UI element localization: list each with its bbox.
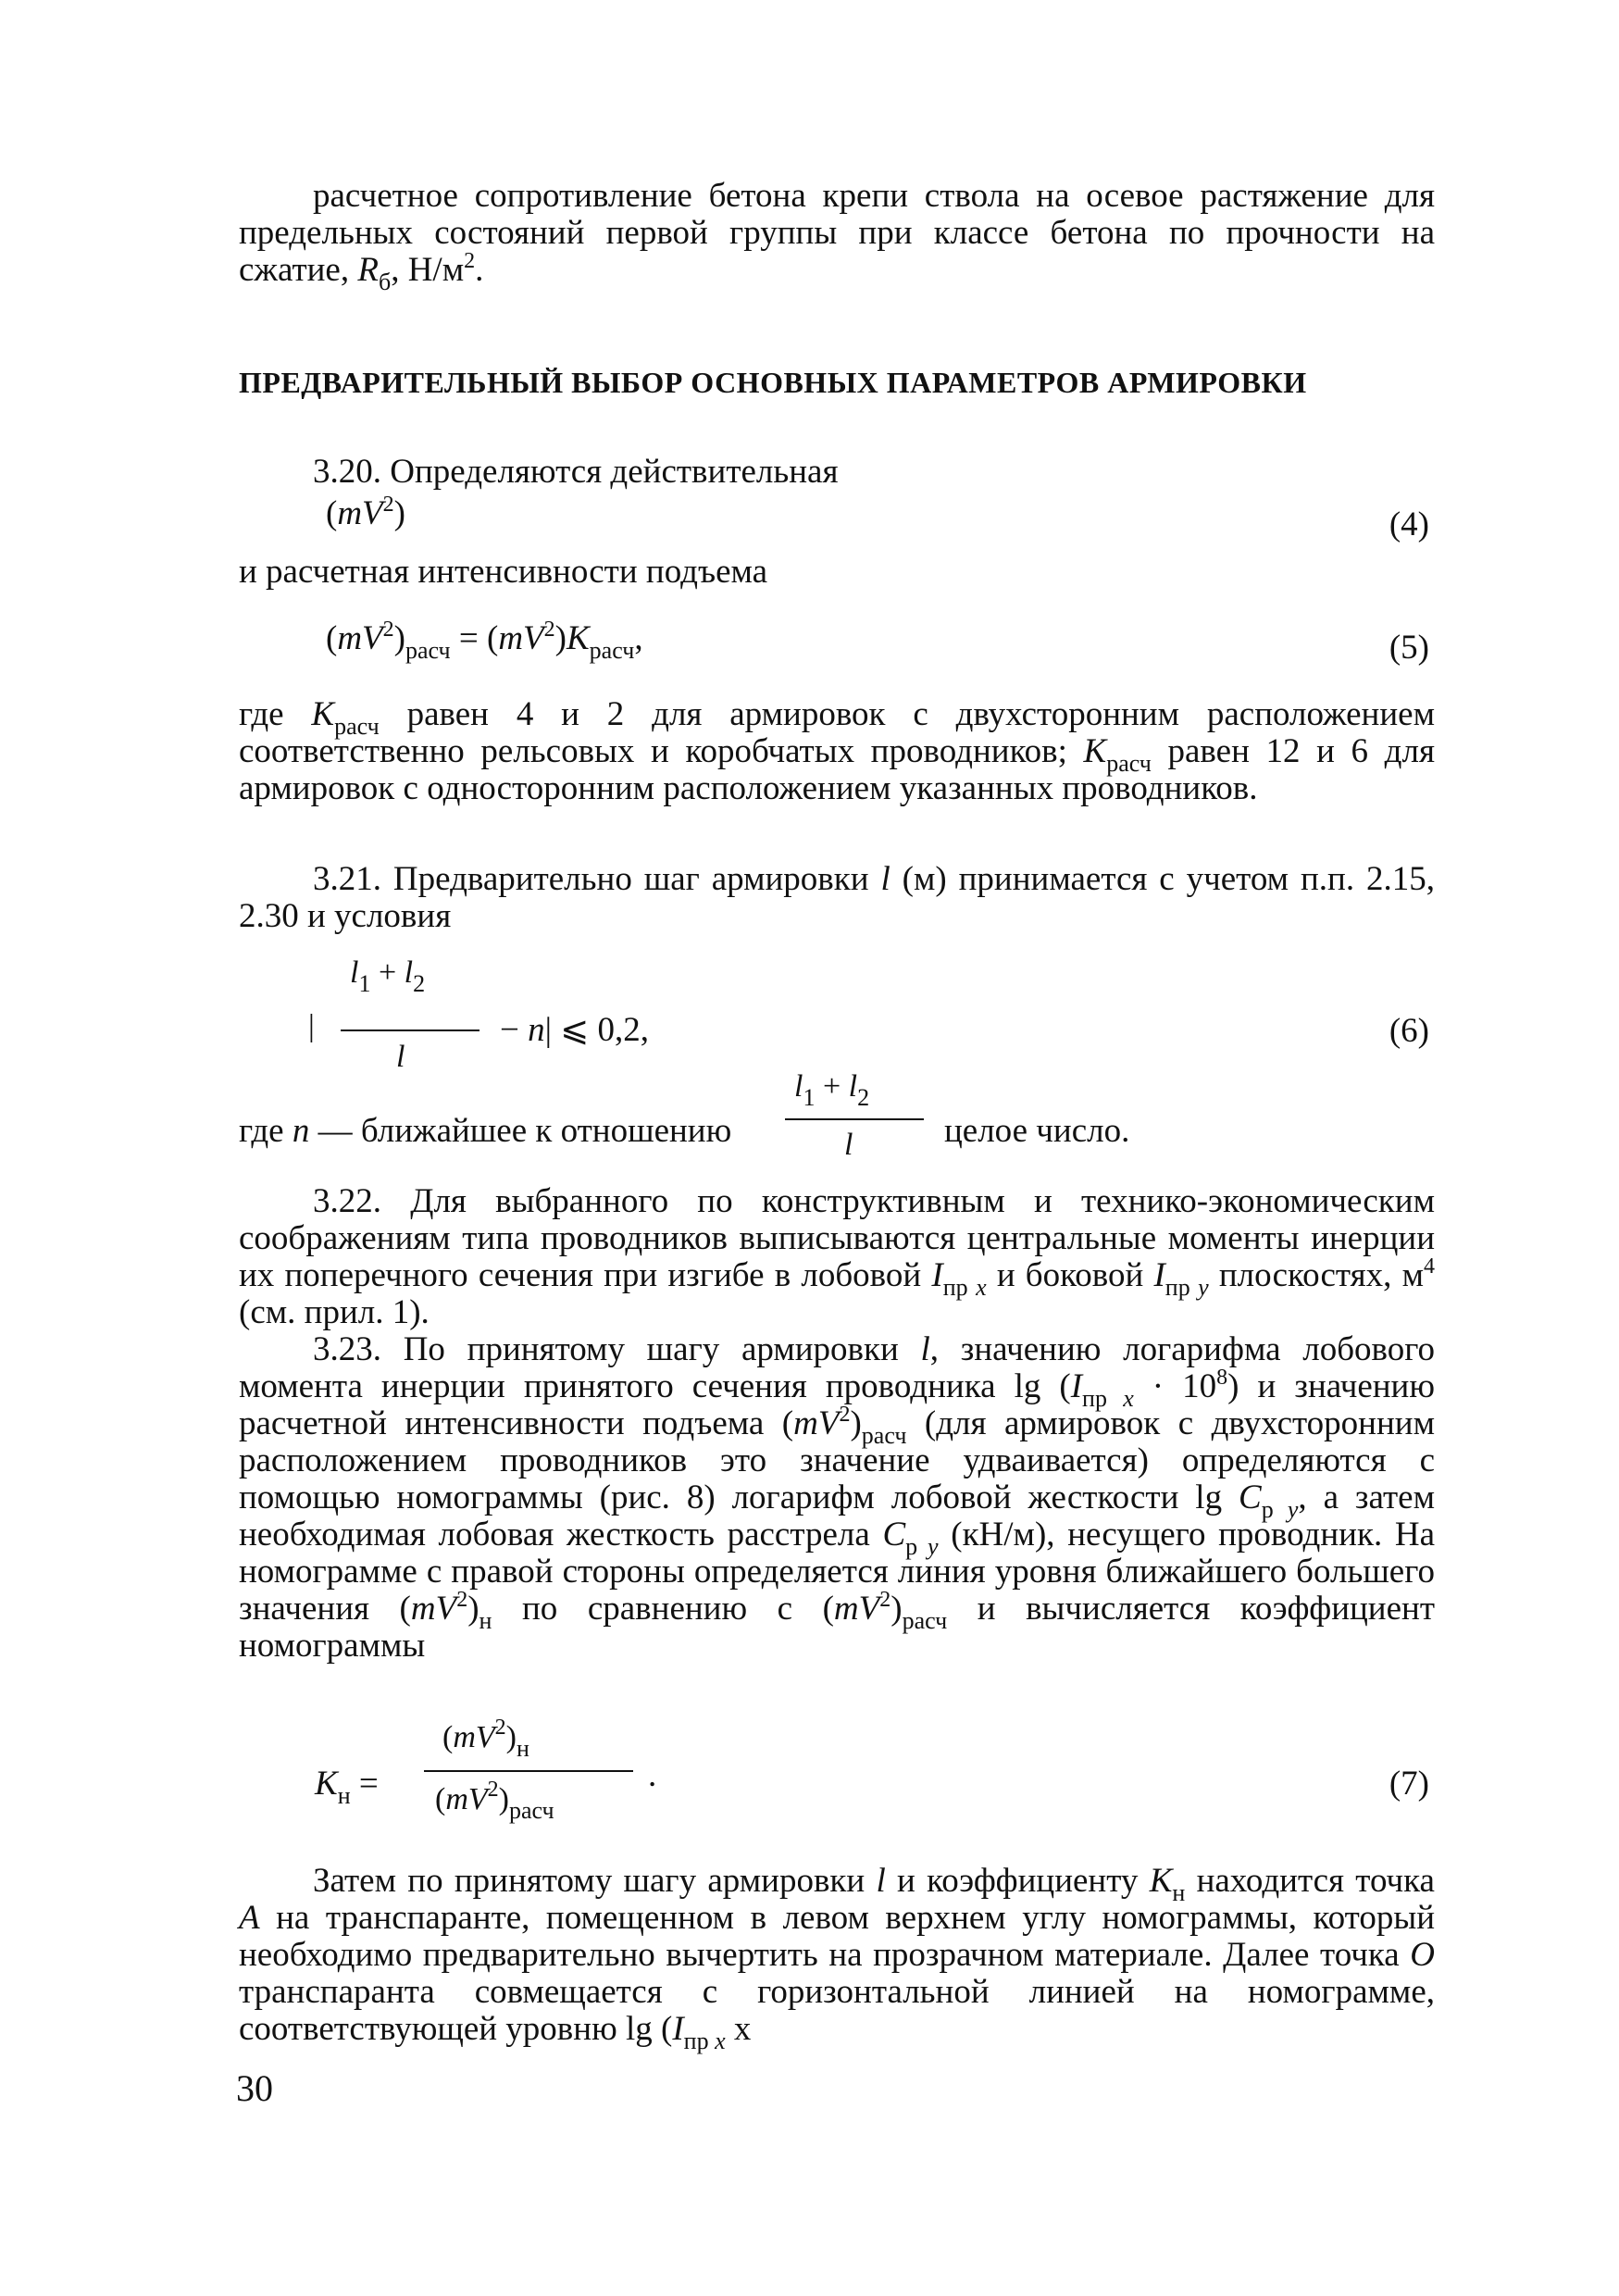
eq7-lhs: $K_н$ =: [315, 1765, 379, 1809]
paragraph-3-23: 3.23. По принятому шагу армировки l, значению логарифма лобового момента инерции принятого сечения проводника $\lg (I_{пр x} \cdot 10^8)$ и значению расчетной интенсивности подъема $(mV^2)_{расч}$ (для армировок с двухсторонним расположением проводников это значение удваивается) определяются с помощью номограммы (рис. 8) логарифм лобовой жесткости $\lg C_{р y}$, а затем необходимая лобовая жесткость расстрела $C_{р y}$ (кН/м), несущего проводник. На номограмме с правой стороны определяется линия уровня ближайшего большего значения $(mV^2)_н$ по сравнению с $(mV^2)_{расч}$ и вычисляется коэффициент номограммы: [239, 1330, 1436, 1665]
eq7-numerator: $(mV^2)_н$: [442, 1716, 529, 1762]
n-def-pre: где n — ближайшее к отношению: [239, 1112, 732, 1150]
paragraph-3-20: 3.20. Определяются действительная: [313, 453, 839, 491]
eq7-dot: .: [648, 1756, 657, 1794]
eq6-tail: − n| ⩽ 0,2,: [500, 1011, 650, 1049]
paragraph-3-22: 3.22. Для выбранного по конструктивным и технико-экономическим соображениям типа проводников выписываются центральные моменты инерции их поперечного сечения при изгибе в лобовой $I_{пр x}$ и боковой $I_{пр y}$ плоскостях, $м^4$ (см. прил. 1).: [239, 1182, 1435, 1331]
paragraph-3-21: 3.21. Предварительно шаг армировки l (м) принимается с учетом п.п. 2.15, 2.30 и условия: [239, 860, 1435, 935]
intro-text: расчетное сопротивление бетона крепи ствола на осевое растяжение для предельных состояний первой группы при классе бетона по прочности на сжатие, $R_б$, $Н/м^2$.: [239, 177, 1435, 295]
intro-paragraph: [239, 177, 1435, 295]
n-def-fraction-line: [785, 1118, 924, 1120]
equation-5-number: (5): [1389, 629, 1429, 667]
eq6-numerator: $l_1 + l_2$: [350, 955, 426, 997]
paragraph-final: Затем по принятому шагу армировки l и коэффициенту $K_н$ находится точка A на транспаранте, помещенном в левом верхнем углу номограммы, который необходимо предварительно вычертить на прозрачном материале. Далее точка O транспаранта совмещается с горизонтальной линией на номограмме, соответствующей уровню $\lg (I_{пр x}$ x: [239, 1862, 1435, 2054]
section-heading: ПРЕДВАРИТЕЛЬНЫЙ ВЫБОР ОСНОВНЫХ ПАРАМЕТРОВ АРМИРОВКИ: [239, 366, 1307, 399]
equation-4: $(mV^2)$: [326, 493, 405, 532]
paragraph-3-20b: и расчетная интенсивности подъема: [239, 553, 768, 591]
equation-5: $(mV^2)_{расч} = (mV^2)K_{расч}$,: [326, 618, 643, 664]
eq6-fraction-line: [341, 1029, 479, 1031]
eq6-abs-bar: |: [308, 1009, 315, 1043]
eq6-denominator: l: [396, 1040, 405, 1074]
eq7-denominator: $(mV^2)_{расч}$: [435, 1778, 554, 1824]
page-number: 30: [236, 2067, 273, 2109]
n-def-post: целое число.: [944, 1112, 1130, 1150]
equation-7-number: (7): [1389, 1765, 1429, 1803]
equation-6-number: (6): [1389, 1012, 1429, 1050]
n-def-denominator: l: [844, 1128, 853, 1162]
eq7-fraction-line: [424, 1770, 633, 1772]
equation-4-number: (4): [1389, 505, 1429, 543]
n-def-numerator: $l_1 + l_2$: [794, 1069, 870, 1111]
paragraph-k-values: где $K_{расч}$ равен 4 и 2 для армировок с двухсторонним расположением соответственно рельсовых и коробчатых проводников; $K_{расч}$ равен 12 и 6 для армировок с односторонним расположением указанных проводников.: [239, 695, 1435, 807]
